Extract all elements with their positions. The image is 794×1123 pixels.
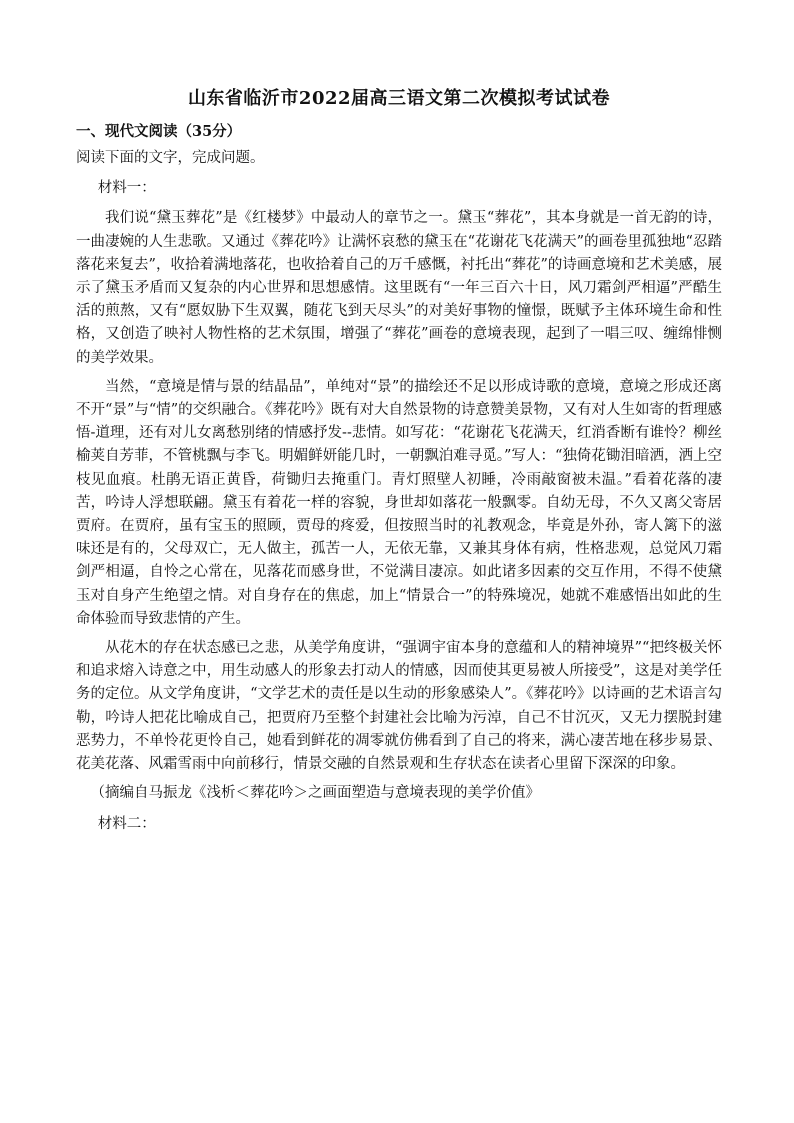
paragraph-2: 当然，“意境是情与景的结晶品”，单纯对“景”的描绘还不足以形成诗歌的意境，意境之形成还离不开“景”与“情”的交织融合。《葬花吟》既有对大自然景物的诗意赞美景物，又有对人生如寄的哲理感悟-道理，还有对儿女离愁别绪的情感抒发--悲情。如写花：“花谢花飞花满天，红消香断有谁怜？柳丝榆荚自芳菲，不管桃飘与李飞。明媚鲜妍能几时，一朝飘泊难寻觅。”写人：“独倚花锄泪暗洒，洒上空枝见血痕。杜鹃无语正黄昏，荷锄归去掩重门。青灯照壁人初睡，冷雨敲窗被未温。”看着花落的凄苦，吟诗人浮想联翩。黛玉有着花一样的容貌，身世却如落花一般飘零。自幼无母，不久又离父寄居贾府。在贾府，虽有宝玉的照顾，贾母的疼爱，但按照当时的礼教观念，毕竟是外孙，寄人篱下的滋味还是有的，父母双亡，无人做主，孤苦一人，无依无靠，又兼其身体有病，性格悲观，总觉风刀霜剑严相逼，自怜之心常在，见落花而感身世，不觉满目凄凉。如此诸多因素的交互作用，不得不使黛玉对自身产生绝望之情。对自身存在的焦虑，加上“情景合一”的特殊境况，她就不难感悟出如此的生命体验而导致悲情的产生。 xyxy=(76,378,722,627)
instruction-text: 阅读下面的文字，完成问题。 xyxy=(76,150,265,166)
page-title: 山东省临沂市2022届高三语文第二次模拟考试试卷 xyxy=(187,88,611,109)
paragraph-3: 从花木的存在状态感已之悲，从美学角度讲，“强调宇宙本身的意蕴和人的精神境界”“把终极关怀和追求熔入诗意之中，用生动感人的形象去打动人的情感，因而使其更易被人所接受”，这是对美学任务的定位。从文学角度讲，“文学艺术的责任是以生动的形象感染人”。《葬花吟》以诗画的艺术语言勾勒，吟诗人把花比喻成自己，把贾府乃至整个封建社会比喻为污淖，自己不甘沉灭，又无力摆脱封建恶势力，不单怜花更怜自己，她看到鲜花的凋零就仿佛看到了自己的将来，满心凄苦地在移步易景、花美花落、风霜雪雨中向前移行，情景交融的自然景观和生存状态在读者心里留下深深的印象。 xyxy=(76,640,722,773)
paragraph-1: 我们说“黛玉葬花”是《红楼梦》中最动人的章节之一。黛玉“葬花”，其本身就是一首无韵的诗，一曲凄婉的人生悲歌。又通过《葬花吟》让满怀哀愁的黛玉在“花谢花飞花满天”的画卷里孤独地“忍踏落花来复去”，收拾着满地落花，也收拾着自己的万千感慨，衬托出“葬花”的诗画意境和艺术美感，展示了黛玉矛盾而又复杂的内心世界和思想感情。这里既有“一年三百六十日，风刀霜剑严相逼”严酷生活的煎熬，又有“愿奴胁下生双翼，随花飞到天尽头”的对美好事物的憧憬，既赋予主体环境生命和性格，又创造了映衬人物性格的艺术氛围，增强了“葬花”画卷的意境表现，起到了一唱三叹、缠绵悱恻的美学效果。 xyxy=(76,210,722,366)
material-1-label: 材料一： xyxy=(97,180,156,197)
material-2-label: 材料二： xyxy=(97,816,156,833)
source-citation: （摘编自马振龙《浅析＜葬花吟＞之画面塑造与意境表现的美学价值》 xyxy=(90,785,540,802)
section-heading: 一、现代文阅读（35分） xyxy=(76,123,242,140)
